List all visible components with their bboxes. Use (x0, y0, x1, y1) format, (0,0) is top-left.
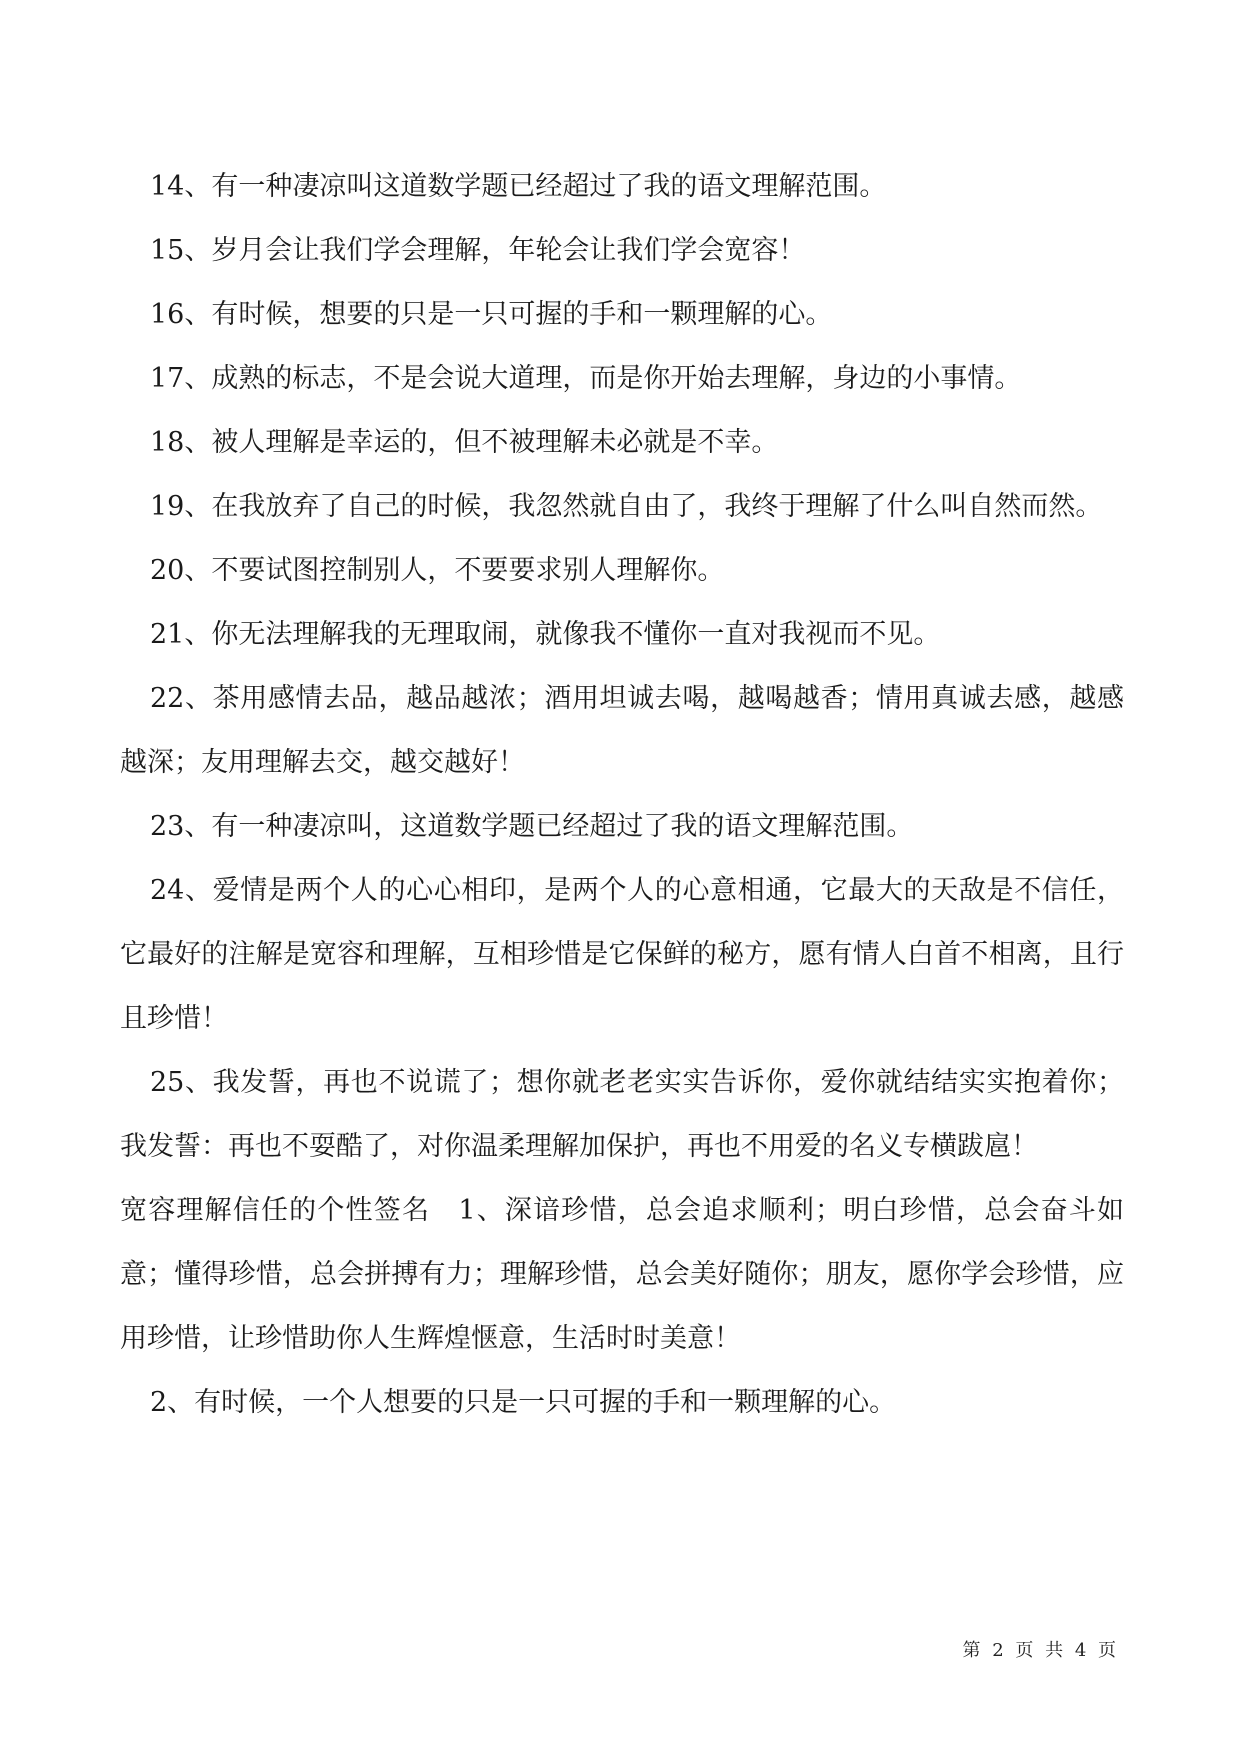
paragraph: 21、你无法理解我的无理取闹，就像我不懂你一直对我视而不见。 (150, 619, 941, 650)
paragraph: 17、成熟的标志，不是会说大道理，而是你开始去理解，身边的小事情。 (150, 363, 1022, 394)
paragraph: 15、岁月会让我们学会理解，年轮会让我们学会宽容！ (150, 235, 806, 266)
paragraph: 25、我发誓，再也不说谎了；想你就老老实实告诉你，爱你就结结实实抱着你；我发誓：再也不耍酷了，对你温柔理解加保护，再也不用爱的名义专横跋扈！ (120, 1067, 1124, 1162)
paragraph: 19、在我放弃了自己的时候，我忽然就自由了，我终于理解了什么叫自然而然。 (150, 491, 1103, 522)
paragraph: 22、茶用感情去品，越品越浓；酒用坦诚去喝，越喝越香；情用真诚去感，越感越深；友用理解去交，越交越好！ (120, 683, 1124, 778)
paragraph: 24、爱情是两个人的心心相印，是两个人的心意相通，它最大的天敌是不信任，它最好的注解是宽容和理解，互相珍惜是它保鲜的秘方，愿有情人白首不相离，且行且珍惜！ (120, 875, 1124, 1034)
paragraph: 2、有时候，一个人想要的只是一只可握的手和一颗理解的心。 (150, 1387, 897, 1418)
paragraph: 23、有一种凄凉叫，这道数学题已经超过了我的语文理解范围。 (150, 811, 914, 842)
paragraph: 20、不要试图控制别人，不要要求别人理解你。 (150, 555, 725, 586)
section-heading-paragraph: 宽容理解信任的个性签名 1、深谙珍惜，总会追求顺利；明白珍惜，总会奋斗如意；懂得珍惜，总会拼搏有力；理解珍惜，总会美好随你；朋友，愿你学会珍惜，应用珍惜，让珍惜助你人生辉煌惬意，生活时时美意！ (120, 1195, 1124, 1354)
document-body (120, 155, 1124, 1435)
paragraph: 16、有时候，想要的只是一只可握的手和一颗理解的心。 (150, 299, 833, 330)
paragraph: 14、有一种凄凉叫这道数学题已经超过了我的语文理解范围。 (150, 171, 887, 202)
paragraph: 18、被人理解是幸运的，但不被理解未必就是不幸。 (150, 427, 779, 458)
page-number-footer: 第 2 页 共 4 页 (962, 1640, 1119, 1661)
